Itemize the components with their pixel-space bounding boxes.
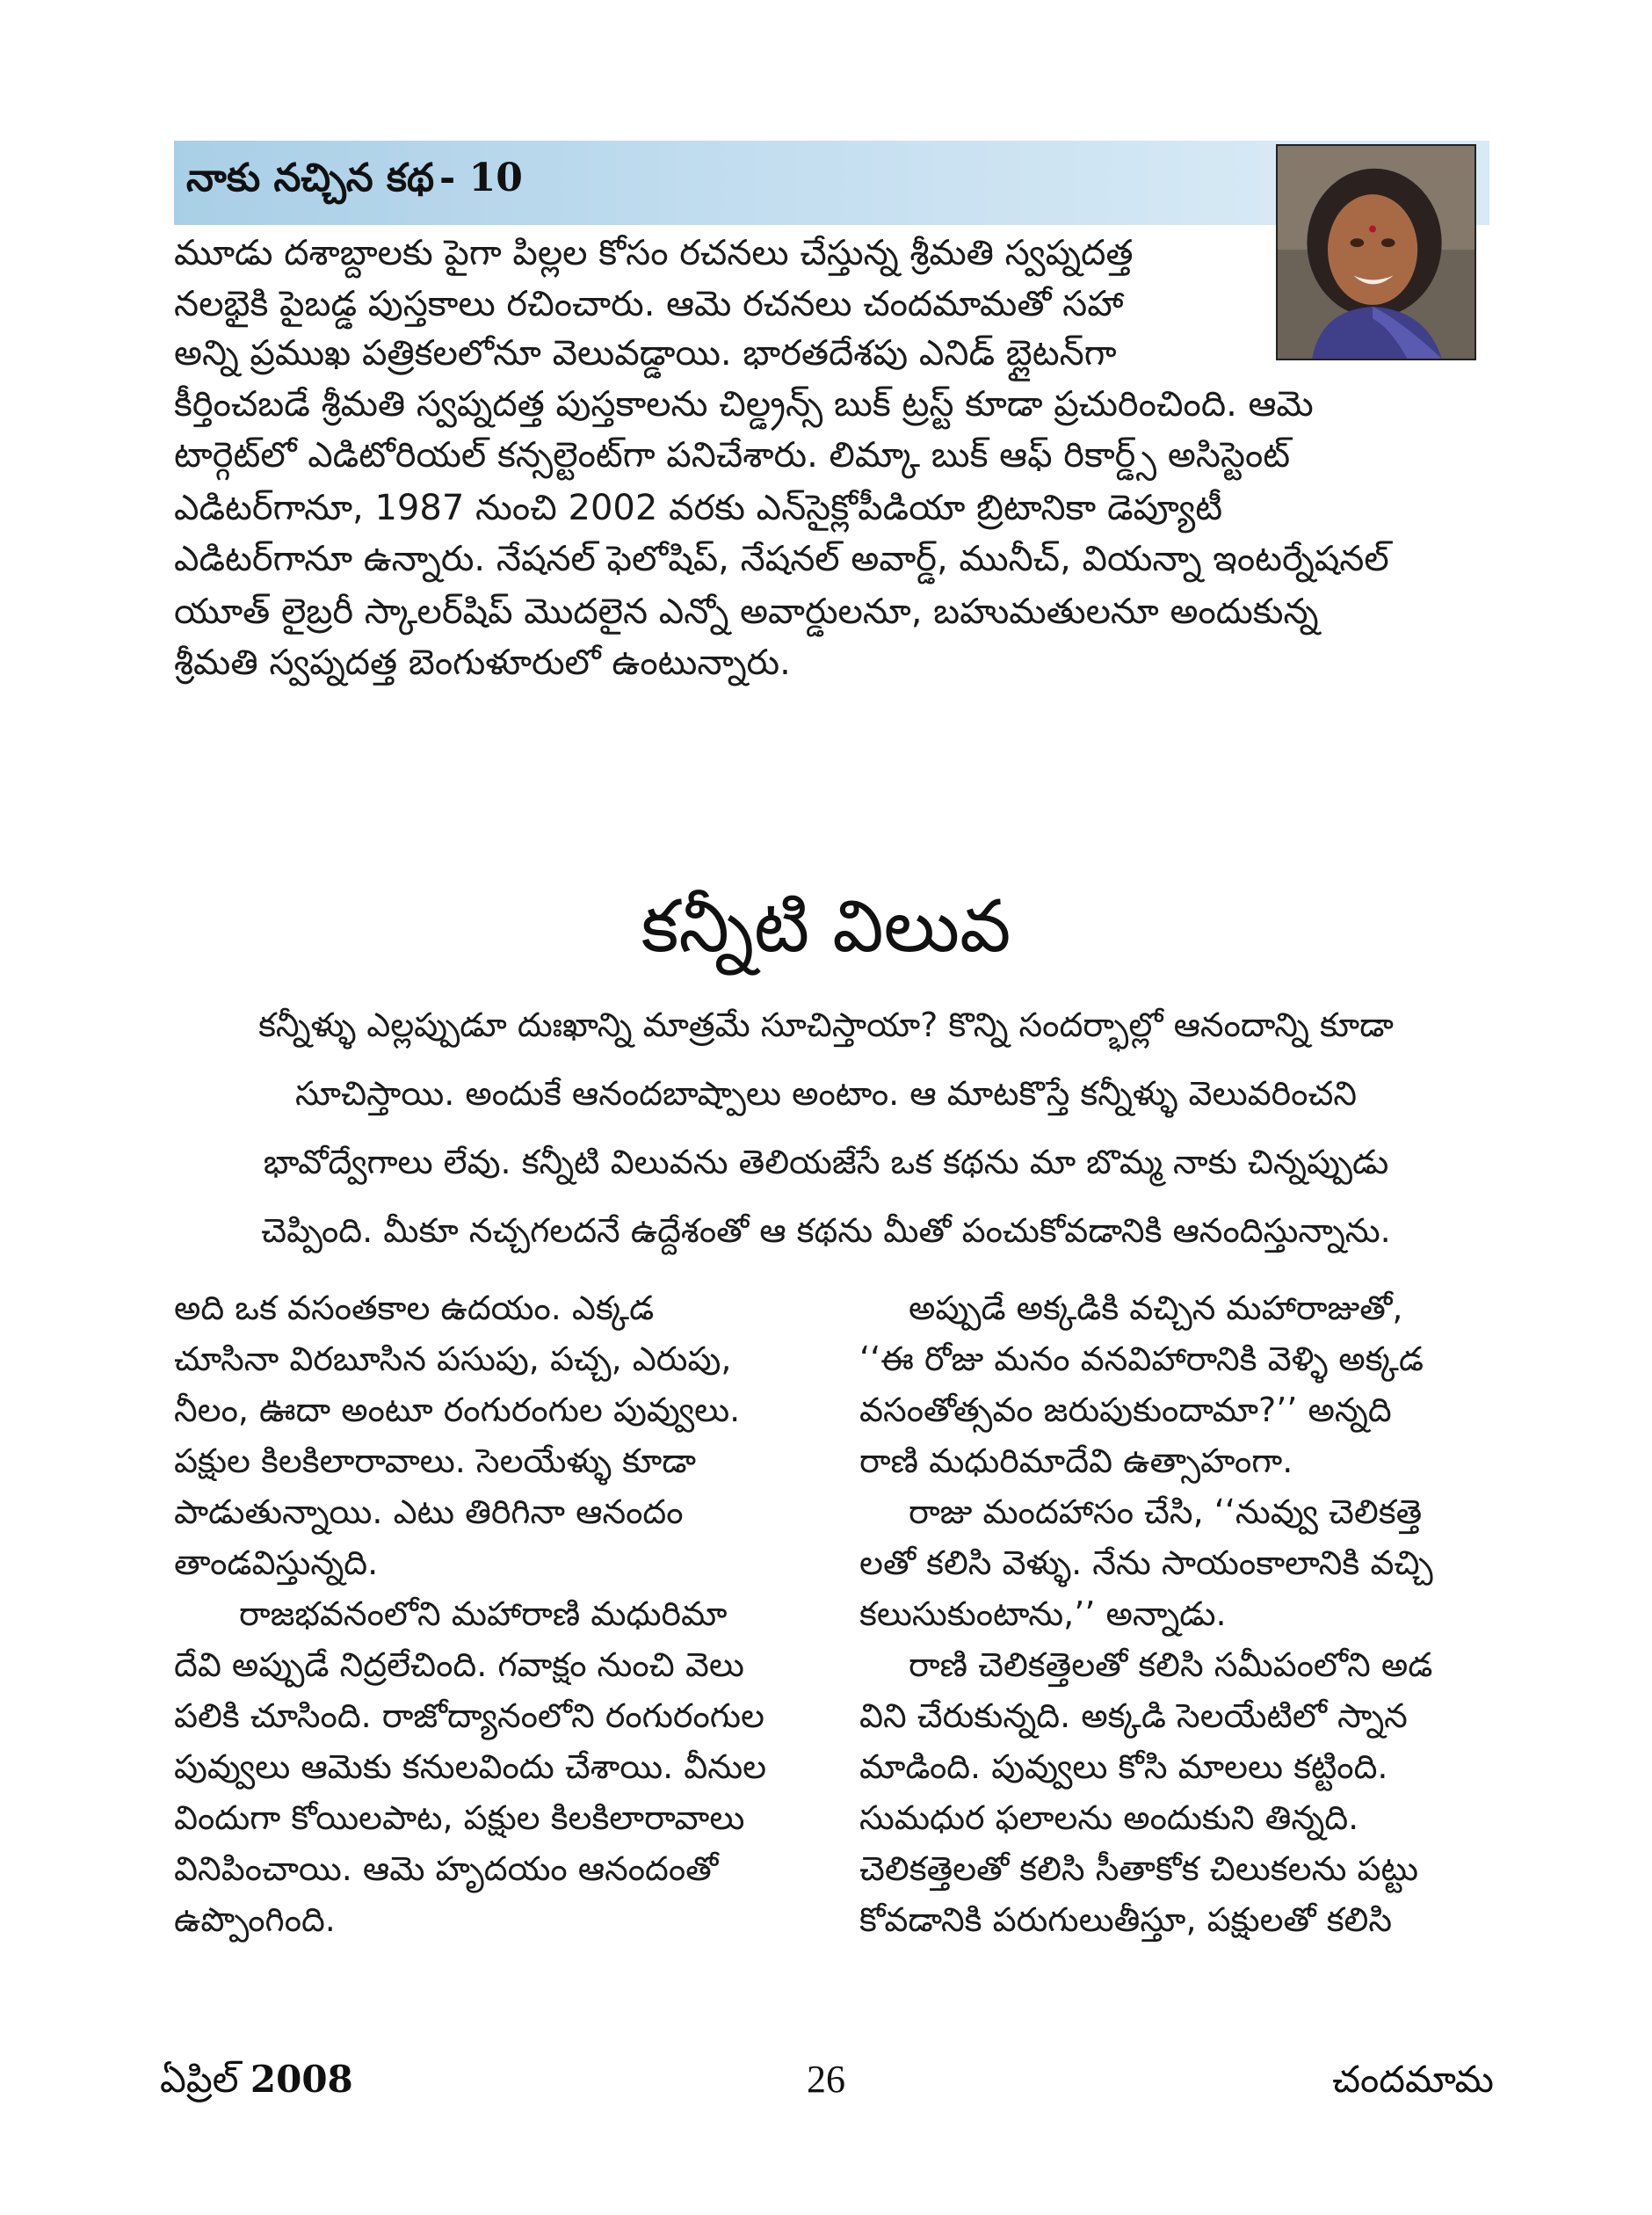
series-banner [174,141,1274,225]
column-line: చెలికత్తెలతో కలిసి సీతాకోక చిలుకలను పట్టు [859,1849,1418,1888]
intro-line: కీర్తించబడే శ్రీమతి స్వప్నదత్త పుస్తకాలను చిల్డ్రన్స్ బుక్ ట్రస్ట్ కూడా ప్రచురించింది. ఆమె [174,384,1314,425]
intro-line: ఎడిటర్‌గానూ, 1987 నుంచి 2002 వరకు ఎన్‌సైక్లోపీడియా బ్రిటానికా డెప్యూటీ [174,488,1223,528]
intro-line: మూడు దశాబ్దాలకు పైగా పిల్లల కోసం రచనలు చేస్తున్న శ్రీమతి స్వప్నదత్త [174,233,1134,273]
intro-line: టార్గెట్‌లో ఎడిటోరియల్ కన్సల్టెంట్‌గా పనిచేశారు. లిమ్కా బుక్ ఆఫ్ రికార్డ్స్ అసిస్టెంట్ [174,435,1291,476]
column-line: లతో కలిసి వెళ్ళు. నేను సాయంకాలానికి వచ్చి [859,1543,1433,1582]
column-line: తాండవిస్తున్నది. [174,1543,379,1582]
column-line: రాజు మందహాసం చేసి, ‘‘నువ్వు చెలికత్తె [909,1492,1423,1531]
column-line: మాడింది. పువ్వులు కోసి మాలలు కట్టింది. [859,1747,1388,1786]
intro-line: ఎడిటర్‌గానూ ఉన్నారు. నేషనల్ ఫెలోషిప్, నేషనల్ అవార్డ్, మునీచ్, వియన్నా ఇంటర్నేషనల్ [174,539,1389,579]
column-line: విందుగా కోయిలపాట, పక్షుల కిలకిలారావాలు [174,1798,745,1837]
column-line: పలికి చూసింది. రాజోద్యానంలోని రంగురంగుల [174,1696,764,1735]
column-line: దేవి అప్పుడే నిద్రలేచింది. గవాక్షం నుంచి వెలు [174,1645,744,1684]
lead-line: భావోద్వేగాలు లేవు. కన్నీటి విలువను తెలియజేసే ఒక కథను మా బొమ్మ నాకు చిన్నప్పుడు [263,1143,1389,1181]
column-line: రాణి చెలికత్తెలతో కలిసి సమీపంలోని అడ [909,1645,1433,1684]
issue-month: ఏప్రిల్ [160,2058,239,2101]
column-line: విని చేరుకున్నది. అక్కడి సెలయేటిలో స్నాన [859,1696,1408,1735]
magazine-name: చందమామ [1332,2058,1494,2101]
series-number: - 10 [439,156,523,200]
column-line: రాణి మధురిమాదేవి ఉత్సాహంగా. [859,1442,1293,1480]
page-footer [0,2053,1652,2115]
column-line: వినిపించాయి. ఆమె హృదయం ఆనందంతో [174,1849,719,1888]
series-title [186,156,523,210]
column-line: పక్షుల కిలకిలారావాలు. సెలయేళ్ళు కూడా [174,1442,697,1480]
column-line: అప్పుడే అక్కడికి వచ్చిన మహారాజుతో, [909,1289,1403,1327]
intro-line: శ్రీమతి స్వప్నదత్త బెంగుళూరులో ఉంటున్నారు. [174,643,791,683]
intro-line: నలభైకి పైబడ్డ పుస్తకాలు రచించారు. ఆమె రచనలు చందమామతో సహా [174,284,1124,324]
column-line: అది ఒక వసంతకాల ఉదయం. ఎక్కడ [174,1289,655,1327]
page-number: 26 [807,2058,845,2101]
column-line: రాజభవనంలోని మహారాణి మధురిమా [239,1594,728,1633]
column-line: సుమధుర ఫలాలను అందుకుని తిన్నది. [859,1798,1359,1837]
series-title-text: నాకు నచ్చిన కథ [186,156,435,200]
column-line: కలుసుకుంటాను,’’ అన్నాడు. [859,1594,1227,1633]
author-photo [1276,144,1476,360]
intro-line: అన్ని ప్రముఖ పత్రికలలోనూ వెలువడ్డాయి. భారతదేశపు ఎనిడ్ బ్లైటన్‌గా [174,333,1117,374]
column-line: ‘‘ఈ రోజు మనం వనవిహారానికి వెళ్ళి అక్కడ [859,1340,1424,1378]
issue-year: 2008 [250,2058,353,2101]
column-line: ఉప్పొంగింది. [174,1900,336,1939]
column-line: కోవడానికి పరుగులుతీస్తూ, పక్షులతో కలిసి [859,1900,1393,1939]
intro-line: యూత్ లైబ్రరీ స్కాలర్‌షిప్ మొదలైన ఎన్నో అవార్డులనూ, బహుమతులనూ అందుకున్న [174,592,1319,632]
story-title: కన్నీటి విలువ [641,885,1011,969]
author-portrait-icon [1278,146,1474,359]
column-line: పువ్వులు ఆమెకు కనులవిందు చేశాయి. వీనుల [174,1747,767,1786]
column-line: పాడుతున్నాయి. ఎటు తిరిగినా ఆనందం [174,1492,684,1531]
column-line: నీలం, ఊదా అంటూ రంగురంగుల పువ్వులు. [174,1391,741,1429]
column-line: చూసినా విరబూసిన పసుపు, పచ్చ, ఎరుపు, [174,1340,732,1378]
column-line: వసంతోత్సవం జరుపుకుందామా?’’ అన్నది [859,1391,1392,1429]
lead-line: కన్నీళ్ళు ఎల్లప్పుడూ దుఃఖాన్ని మాత్రమే సూచిస్తాయా? కొన్ని సందర్భాల్లో ఆనందాన్ని కూడా [258,1006,1394,1044]
lead-line: చెప్పింది. మీకూ నచ్చగలదనే ఉద్దేశంతో ఆ కథను మీతో పంచుకోవడానికి ఆనందిస్తున్నాను. [261,1211,1391,1250]
lead-line: సూచిస్తాయి. అందుకే ఆనందబాష్పాలు అంటాం. ఆ మాటకొస్తే కన్నీళ్ళు వెలువరించని [294,1074,1358,1113]
